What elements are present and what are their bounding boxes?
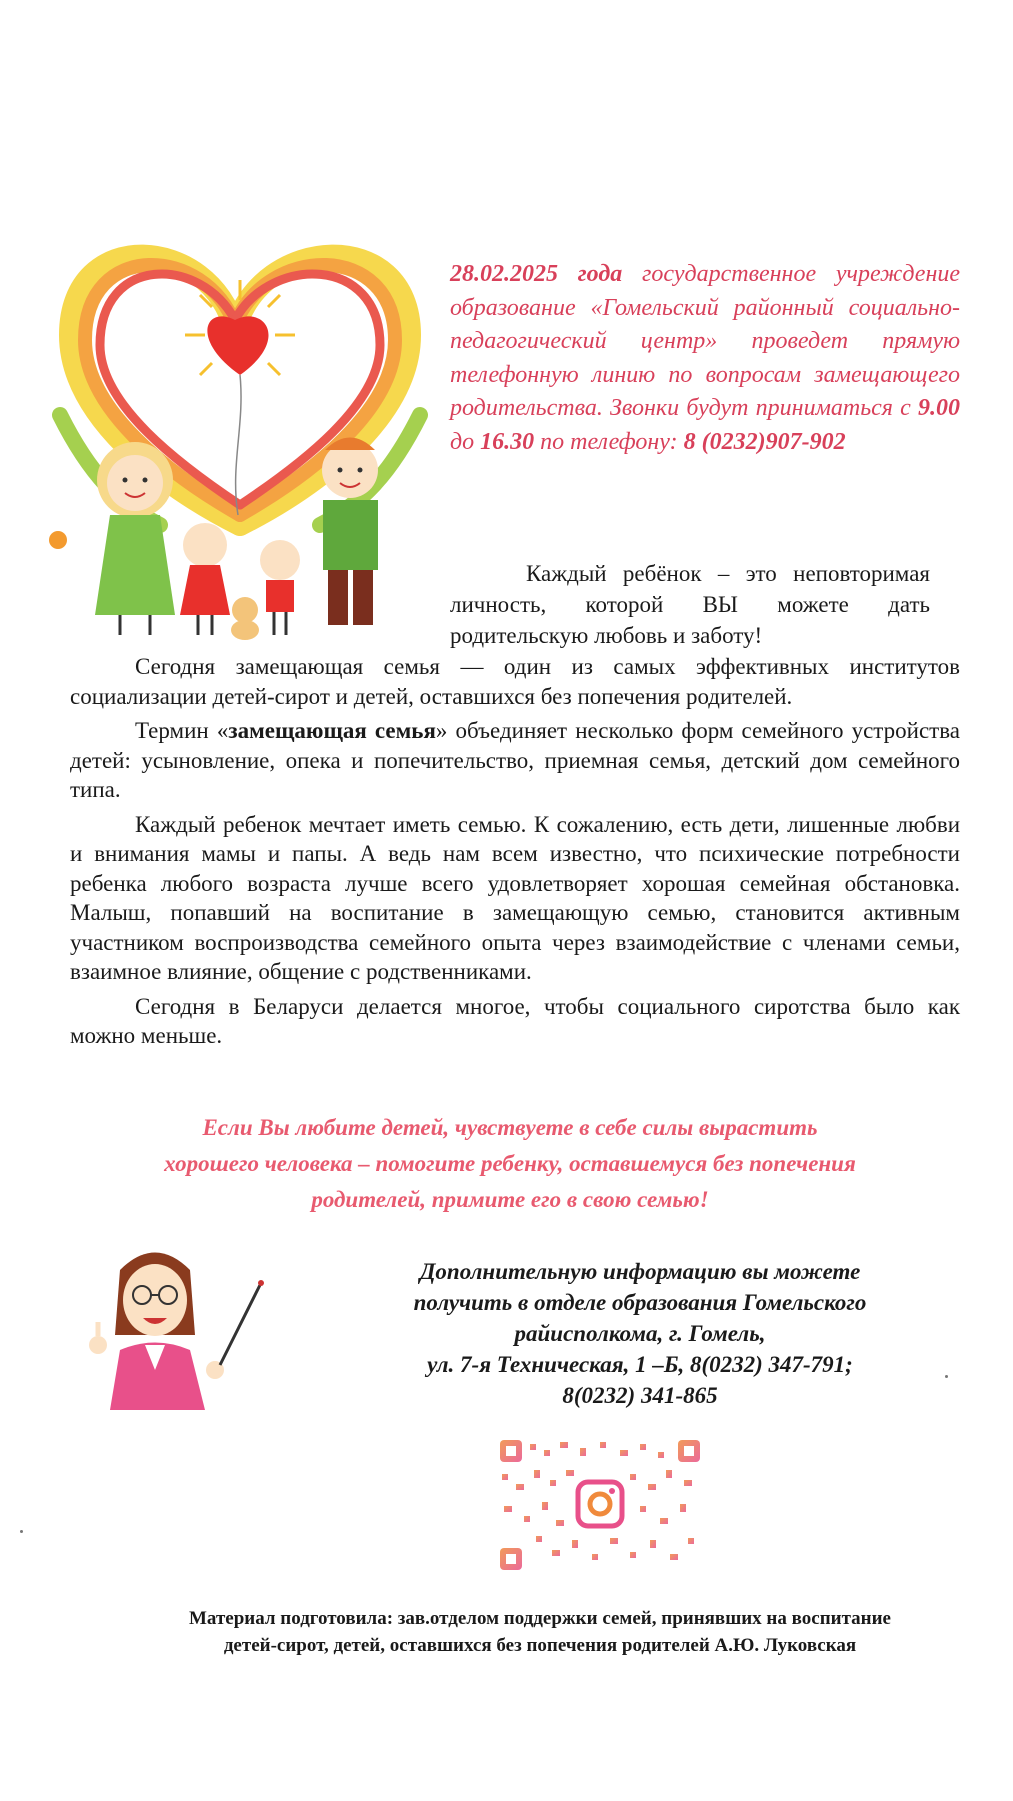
scan-speck xyxy=(20,1530,23,1533)
footer-credit: Материал подготовила: зав.отделом поддержки семей, принявших на воспитание детей-сирот, детей, оставшихся без попечения родителей А.Ю. Луковская xyxy=(189,1608,891,1656)
family-heart-illustration xyxy=(40,225,440,645)
hotline-date: 28.02.2025 года xyxy=(450,261,623,287)
hotline-time-to: 16.30 xyxy=(480,428,535,455)
qr-code[interactable] xyxy=(500,1440,700,1570)
scan-speck xyxy=(945,1375,948,1378)
contact-info: Дополнительную информацию вы можете получить в отделе образования Гомельского райисполкома, г. Гомель, ул. 7-я Техническая, 1 –Б, 8(0232) 347-791; 8(0232) 341-865 xyxy=(413,1259,867,1408)
hotline-time-from: 9.00 xyxy=(918,395,960,422)
paragraph-2: Термин «замещающая семья» объединяет несколько форм семейного устройства детей: усыновление, опека и попечительство, приемная семья, детский дом семейного типа. xyxy=(70,718,960,802)
hotline-announcement: 28.02.2025 года государственное учреждение образование «Гомельский районный социально-педагогический центр» проведет прямую телефонную линию по вопросам замещающего родительства. Звонки будут приниматься с 9.00 до 16.30 по телефону: 8 (0232)907-902 xyxy=(450,261,961,455)
hotline-phone: 8 (0232)907-902 xyxy=(683,428,846,455)
teacher-illustration xyxy=(80,1240,270,1410)
appeal-text: Если Вы любите детей, чувствуете в себе силы вырастить хорошего человека – помогите ребенку, оставшемуся без попечения родителей, примите его в свою семью! xyxy=(164,1115,856,1212)
term-highlight: замещающая семья xyxy=(228,718,436,743)
paragraph-4: Сегодня в Беларуси делается многое, чтобы социального сиротства было как можно меньше. xyxy=(70,993,960,1048)
body-text xyxy=(70,652,960,1056)
paragraph-3: Каждый ребенок мечтает иметь семью. К сожалению, есть дети, лишенные любви и внимания мамы и папы. А ведь нам всем известно, что психические потребности ребенка любого возраста лучше всего удовлетворяет хорошая семейная обстановка. Малыш, попавший на воспитание в замещающую семью, становится активным участником воспроизводства семейного опыта через взаимодействие с членами семьи, взаимное влияние, общение с родственниками. xyxy=(70,811,960,984)
paragraph-1: Сегодня замещающая семья — один из самых эффективных институтов социализации детей-сирот и детей, оставшихся без попечения родителей. xyxy=(70,654,960,709)
lead-quote: Каждый ребёнок – это неповторимая личность, которой ВЫ можете дать родительскую любовь и заботу! xyxy=(450,561,930,648)
